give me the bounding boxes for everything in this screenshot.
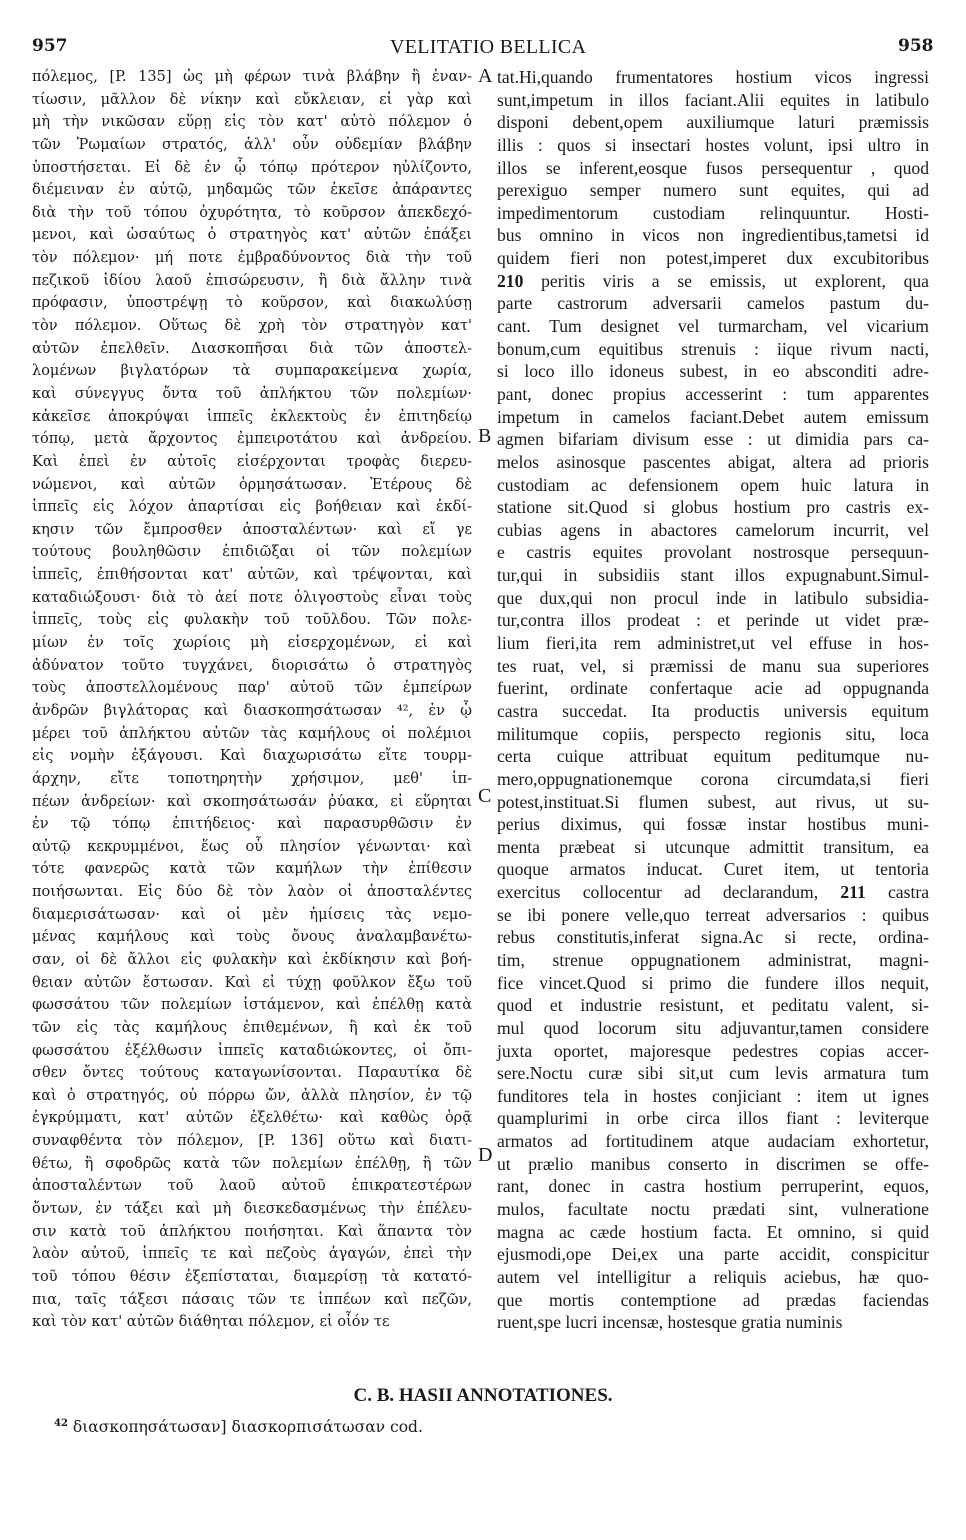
latin-text-line: tur,qui in subsidiis stant illos expugnabunt.Simul- — [497, 565, 929, 586]
latin-text-line: illis : quos si insectari hostes volunt, ipsi ultro in — [497, 134, 929, 155]
page-marker: 211 — [840, 882, 866, 903]
greek-text-line: μένας καμήλους καὶ τοὺς ὄνους ἀναλαμβανέτω- — [32, 929, 472, 946]
latin-text-line: que mortis contemptione ad prædas faciendas — [497, 1289, 929, 1310]
greek-text-line: σιν κατὰ τοῦ ἀπλήκτου ποιήσηται. Καὶ ἅπαντα τὸν — [32, 1223, 472, 1240]
greek-text-line: καταδιώξουσι· διὰ τὸ ἀεί ποτε ὀλιγοστοὺς εἶναι τοὺς — [32, 589, 472, 606]
latin-text-line: perexiguo semper numero sunt equites, qui ad — [497, 180, 929, 201]
latin-text-line: se ibi ponere velle,quo terreat adversarios : quibus — [497, 904, 929, 925]
latin-text-line: si loco illo idoneus subest, in eo absconditi adre- — [497, 361, 929, 382]
running-title: VELITATIO BELLICA — [390, 36, 587, 58]
latin-text-line: tur,contra illos prodeat : et perinde ut videt præ- — [497, 610, 929, 631]
latin-text-line: quidem fieri non potest,imperet dux excubitoribus — [497, 248, 929, 269]
latin-text-line: mulos, facultate noctu prædati sint, vulneratione — [497, 1199, 929, 1220]
greek-text-line: λαὸν αὐτοῦ, ἱππεῖς τε καὶ πεζοὺς ἀγαγών, ἐπεὶ τὴν — [32, 1246, 472, 1263]
greek-text-line: κησιν τῶν ἔμπροσθεν ἀποσταλέντων· καὶ εἴ γε — [32, 521, 472, 538]
greek-text-column — [32, 66, 472, 1334]
latin-text-line: illos se inferent,eosque fusos persequentur , quod — [497, 157, 929, 178]
greek-text-line: θέτω, ἢ σφοδρῶς κατὰ τῶν πολεμίων ἐπέλθῃ, ἢ τῶν — [32, 1155, 472, 1172]
latin-text-line: e castris equites provolant nostrosque persequun- — [497, 542, 929, 563]
latin-text-line: castra succedat. Ita productis universis equitum — [497, 700, 929, 721]
latin-text-line: rebus constitutis,inferat signa.Ac si recte, ordina- — [497, 927, 929, 948]
latin-text-line: cant. Tum designet vel turmarcham, vel vicarium — [497, 316, 929, 337]
latin-text-line: tat.Hi,quando frumentatores hostium vicos ingressi — [497, 67, 929, 87]
latin-text-line: tim, strenue oppugnationem administrat, magni- — [497, 949, 929, 970]
latin-text-line: autem vel intelligitur a reliquis aciebus, hæ quo- — [497, 1266, 929, 1287]
greek-text-line: ἀνδρῶν βιγλάτορας καὶ διασκοπησάτωσαν ⁴², ἐν ᾧ — [32, 702, 472, 719]
greek-text-line: πόλεμος, [P. 135] ὡς μὴ φέρων τινὰ βλάβην ἢ ἐναν- — [32, 69, 472, 85]
greek-text-line: ἐν τῷ τόπῳ ἐπιτήδειος· καὶ παρασυρθῶσιν ἐν — [32, 816, 472, 833]
greek-text-line: καὶ σύνεγγυς ὄντα τοῦ ἀπλήκτου τῶν πολεμίων· — [32, 385, 472, 402]
greek-text-line: καὶ τὸν κατ' αὐτῶν διάθηται πόλεμον, εἰ οἷόν τε — [32, 1314, 390, 1331]
greek-text-line: ὄντων, ἐν τάξει καὶ μὴ διεσκεδασμένως τὴν ἐπέλευ- — [32, 1201, 472, 1218]
margin-letter-a: A — [478, 65, 493, 87]
greek-text-line: ἀδύνατον τοῦτο τυγχάνει, διορισάτω ὁ στρατηγὸς — [32, 657, 472, 674]
greek-text-line: φωσσάτου τῶν πολεμίων ἱστάμενον, καὶ ἐπέλθῃ κατὰ — [32, 997, 472, 1014]
greek-text-line: σαν, οἱ δὲ ἄλλοι εἰς φυλακὴν καὶ ἐκδίκησιν καὶ βοή- — [32, 951, 472, 968]
latin-text-line: melos asinosque pascentes abigat, altera ad prioris — [497, 451, 929, 472]
latin-text-line: cubias agens in abactores camelorum incurrit, vel — [497, 519, 929, 540]
latin-text-line: quamplurimi in orbe circa illos fiant : leviterque — [497, 1108, 929, 1129]
latin-text-line: juxta oportet, majoresque pedestres copias accer- — [497, 1040, 929, 1061]
greek-text-line: τόπῳ, μετὰ ἄρχοντος ἐμπειροτάτου καὶ ἀνδρείου. — [32, 431, 472, 448]
latin-text-line: militumque copiis, perspecto regionis situ, loca — [497, 723, 929, 744]
greek-text-line: τίωσιν, μᾶλλον δὲ νίκην καὶ εὔκλειαν, εἰ γὰρ καὶ — [32, 91, 472, 108]
page-number-right: 958 — [898, 36, 934, 56]
latin-text-line: quod et industrie resistunt, et peditatu valent, si- — [497, 995, 929, 1016]
page-number-left: 957 — [32, 36, 68, 56]
greek-text-line: αὐτῷ κεκρυμμένοι, ἕως οὗ πλησίον γένωνται· καὶ — [32, 838, 472, 855]
latin-text-line: quoque armatos inducat. Curet item, ut tentoria — [497, 859, 929, 880]
margin-letter-b: B — [478, 425, 492, 447]
latin-text-line: menta præbeat si utcunque admittit transitum, ea — [497, 836, 929, 857]
latin-text-line: armatos ad fortitudinem atque audaciam exhortetur, — [497, 1131, 929, 1152]
greek-text-line: πια, ταῖς τάξεσι πάσαις τῶν τε ἱππέων καὶ πεζῶν, — [32, 1291, 472, 1308]
greek-text-line: τότε φανερῶς κατὰ τῶν καμήλων τὴν ἐπίθεσιν — [32, 861, 472, 878]
latin-text-line: impetum in camelos faciant.Debet autem emissum — [497, 406, 929, 427]
greek-text-line: λομένων βιγλατόρων τὰ συμπαρακείμενα χωρία, — [32, 363, 472, 380]
latin-text-line: bonum,cum equitibus strenuis : iique rivum nacti, — [497, 338, 929, 359]
latin-text-line: pant, donec propius accesserint : tum apparentes — [497, 383, 929, 404]
latin-text-line: mero,oppugnationemque corona circumdata,si fieri — [497, 768, 929, 789]
greek-text-line: ὑποστήσεται. Εἰ δὲ ἐν ᾧ τόπῳ πρότερον ηὐλίζοντο, — [32, 159, 472, 176]
greek-text-line: θειαν αὐτῶν ἔστωσαν. Καὶ εἰ τύχῃ φοῦλκον ἔξω τοῦ — [32, 974, 472, 991]
page-marker: 210 — [497, 270, 524, 291]
latin-text-line: bus omnino in vicos non ingredientibus,tametsi id — [497, 225, 929, 246]
greek-text-line: πρόφασιν, ὑποστρέψῃ τὸ κοῦρσον, καὶ διακωλύσῃ — [32, 295, 472, 312]
latin-text-line: ut prælio manibus conserto in discrimen se offe- — [497, 1153, 929, 1174]
greek-text-line: τῶν εἰς τὰς καμήλους ἐπιθεμένων, ἢ καὶ ἐκ τοῦ — [32, 1019, 472, 1036]
greek-text-line: φωσσάτου ἐξέλθωσιν ἱππεῖς καταδιώκοντες, οἱ ὄπι- — [32, 1042, 472, 1059]
annotations-title: C. B. HASII ANNOTATIONES. — [353, 1385, 613, 1406]
latin-text-line: que dux,qui non procul inde in latibulo subsidia- — [497, 587, 929, 608]
latin-text-line: mul quod locorum situ adjuvantur,tamen considere — [497, 1017, 929, 1038]
greek-text-line: διαμερισάτωσαν· καὶ οἱ μὲν ἡμίσεις τὰς νεμο- — [32, 906, 472, 923]
greek-text-line: ἱππεῖς εἰς λόχον ἀπαρτίσαι εἰς βοήθειαν καὶ ἐκδί- — [32, 499, 472, 516]
greek-text-line: διὰ τὴν τοῦ τόπου ὀχυρότητα, τὸ κοῦρσον ἀπεκδεχό- — [32, 204, 472, 221]
greek-text-line: αὐτῶν ἐπελθεῖν. Διασκοπῆσαι διὰ τῶν ἀποστελ- — [32, 340, 472, 357]
latin-text-line: funditores tela in hostes conjiciant : item ut ignes — [497, 1085, 929, 1106]
latin-text-line: perius diximus, qui fossæ instar hostibus muni- — [497, 814, 929, 835]
latin-text-line: statione sit.Quod si globus hostium pro castris ex- — [497, 497, 929, 518]
latin-text-line: tes ruat, vel, si præmissi de manu sua superiores — [497, 655, 929, 676]
greek-text-line: τὸν πόλεμον· μή ποτε ἐμβραδύνοντος διὰ τὴν τοῦ — [32, 250, 472, 267]
greek-text-line: πέων ἀνδρείων· καὶ σκοπησάτωσάν ῥύακα, εἰ εὕρηται — [32, 793, 472, 810]
greek-text-line: τούτους βουληθῶσιν ἐπιδιῶξαι οἱ τῶν πολεμίων — [32, 544, 472, 561]
latin-text-line: rant, donec in castra hostium perruperint, equos, — [497, 1176, 929, 1197]
latin-text-line: lium fieri,ita rem administret,ut vel effuse in hos- — [497, 633, 929, 654]
greek-text-line: καὶ ὁ στρατηγός, οὐ πόρρω ὤν, ἀλλὰ πλησίον, ἐν τῷ — [32, 1087, 472, 1104]
greek-text-line: μὴ τὴν νικῶσαν εὕρῃ εἰς τὸν κατ' αὐτὸ πόλεμον ὁ — [32, 114, 472, 131]
latin-text-line: fuerint, ordinate confertaque acie ad oppugnanda — [497, 678, 929, 699]
greek-text-line: τοῦ τόπου θέσιν ἐξεπίσταται, διαμερίσῃ τὰ κατατό- — [32, 1268, 472, 1285]
greek-text-line: κἀκεῖσε ἀποκρύψαι ἱππεῖς ἐκλεκτοὺς ἐν ἐπιτηδείῳ — [32, 408, 472, 425]
latin-text-line: magna ac cæde hostium facta. Et omnino, si quid — [497, 1221, 929, 1242]
latin-text-line: ruent,spe lucri incensæ, hostesque gratia numinis — [497, 1312, 843, 1333]
latin-text-line: certa cuique attribuat equitum peditumque nu- — [497, 746, 929, 767]
greek-text-line: τῶν Ῥωμαίων στρατός, ἀλλ' οὖν οὐδεμίαν βλάβην — [32, 136, 472, 153]
latin-text-line: potest,instituat.Si flumen subest, aut rivus, ut su- — [497, 791, 929, 812]
footnote-text: διασκοπησάτωσαν] διασκορπισάτωσαν cod. — [72, 1418, 423, 1437]
latin-text-line: 210 peritis viris a se emissis, ut explorent, qua — [497, 270, 929, 291]
latin-text-line: sere.Noctu curæ sibi sit,ut cum levis armatura tum — [497, 1063, 929, 1084]
margin-letter-c: C — [478, 785, 492, 807]
greek-text-line: ἱππεῖς, ἐπιθήσονται κατ' αὐτῶν, καὶ τρέψονται, καὶ — [32, 567, 472, 584]
greek-text-line: μέρει τοῦ ἀπλήκτου αὐτῶν τὰς καμήλους οἱ πολέμιοι — [32, 725, 472, 742]
latin-text-line: impedimentorum custodiam relinquuntur. Hosti- — [497, 202, 929, 223]
greek-text-line: ἐγκρύμματι, κατ' αὐτῶν ἐξελθέτω· καὶ καθὼς ὁρᾷ — [32, 1110, 472, 1127]
greek-text-line: μίων ἐν τοῖς χωρίοις μὴ εἰσερχομένων, εἰ καὶ — [32, 635, 472, 652]
greek-text-line: νώμενοι, καὶ αὐτῶν ὁρμησάτωσαν. Ἑτέρους δὲ — [32, 476, 472, 493]
margin-letter-d: D — [478, 1144, 493, 1166]
greek-text-line: ἱππεῖς, τοὺς εἰς φυλακὴν τοῦ τοῦλδου. Τῶν πολε- — [32, 612, 472, 629]
latin-text-column — [497, 66, 929, 1334]
greek-text-line: ποιήσωνται. Εἰς δύο δὲ τὸν λαὸν οἱ ἀποσταλέντες — [32, 884, 472, 901]
greek-text-line: εἰς νομὴν ἐξάγουσι. Καὶ διαχωρισάτω εἴτε τουρμ- — [32, 748, 472, 765]
greek-text-line: μενοι, καὶ ὡσαύτως ὁ στρατηγὸς κατ' αὐτῶν ἐπάξει — [32, 227, 472, 244]
greek-text-line: σθεν ὄντες τούτους καταγωνίσονται. Παραυτίκα δὲ — [32, 1065, 472, 1082]
latin-text-line: agmen bifariam divisum esse : ut dimidia pars ca- — [497, 429, 929, 450]
latin-text-line: sunt,impetum in illos faciant.Alii equites in latibulo — [497, 89, 929, 110]
footnote — [54, 1418, 423, 1436]
greek-text-line: τὸν πόλεμον. Οὕτως δὲ χρὴ τὸν στρατηγὸν κατ' — [32, 318, 472, 335]
latin-text-line: exercitus collocentur ad declarandum, 211 castra — [497, 882, 929, 903]
latin-text-line: ejusmodi,ope Dei,ex una parte accidit, conspicitur — [497, 1244, 929, 1265]
latin-text-line: disponi debent,opem auxiliumque laturi præmissis — [497, 112, 929, 133]
greek-text-line: άρχην, εἴτε τοποτηρητὴν χρήσιμον, μεθ' ἱπ- — [32, 770, 472, 787]
footnote-number: 42 — [54, 1418, 68, 1429]
latin-text-line: custodiam ac defensionem opem huic latura in — [497, 474, 929, 495]
greek-text-line: ἀποσταλέντων τοῦ λαοῦ αὐτοῦ ἐπικρατεστέρων — [32, 1178, 472, 1195]
greek-text-line: διέμειναν ἐν αὐτῷ, μηδαμῶς τῶν ἐκεῖσε ἀπάραντες — [32, 182, 472, 199]
latin-text-line: fice vincet.Quod si primo die fundere illos nequit, — [497, 972, 929, 993]
greek-text-line: Καὶ ἐπεὶ ἐν αὐτοῖς εἰσέρχονται τροφὰς διερευ- — [32, 453, 472, 470]
greek-text-line: τοὺς ἀποστελλομένους παρ' αὐτοῦ τῶν ἐμπείρων — [32, 680, 472, 697]
greek-text-line: πεζικοῦ ἰδίου λαοῦ ἐπισώρευσιν, ἢ διὰ ἄλλην τινὰ — [32, 272, 472, 289]
latin-text-line: parte castrorum adversarii camelos pastum du- — [497, 293, 929, 314]
greek-text-line: συναφθέντα τὸν πόλεμον, [P. 136] οὕτω καὶ διατι- — [32, 1133, 472, 1150]
